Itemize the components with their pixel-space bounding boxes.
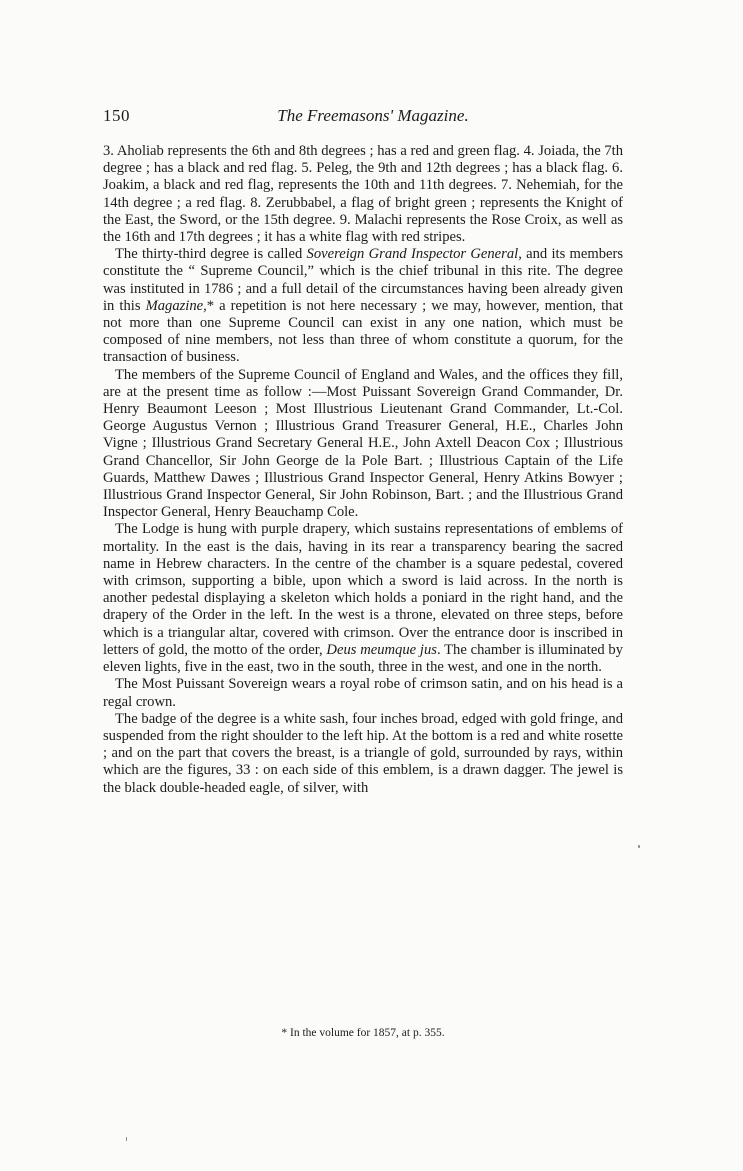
paragraph-sovereign-robe: The Most Puissant Sovereign wears a royal robe of crimson satin, and on his head is a regal crown. <box>103 676 623 710</box>
paragraph-council-members: The members of the Supreme Council of England and Wales, and the offices they fill, are at the present time as follow :—Most Puissant Sovereign Grand Commander, Dr. Henry Beaumont Leeson ; Most Illustrious Lieutenant Grand Commander, Lt.-Col. George Augustus Vernon ; Illustrious Grand Treasurer General, H.E., Charles John Vigne ; Illustrious Grand Secretary General H.E., John Axtell Deacon Cox ; Illustrious Grand Chancellor, Sir John George de la Pole Bart. ; Illustrious Captain of the Life Guards, Matthew Dawes ; Illustrious Grand Inspector General, Henry Atkins Bowyer ; Illustrious Grand Inspector General, Sir John Robinson, Bart. ; and the Illustrious Grand Inspector General, Henry Beauchamp Cole. <box>103 366 623 521</box>
page-number: 150 <box>103 106 130 125</box>
paragraph-badge: The badge of the degree is a white sash, four inches broad, edged with gold fringe, and suspended from the right shoulder to the left hip. At the bottom is a red and white rosette ; and on the part that covers the breast, is a triangle of gold, surrounded by rays, within which are the figures, 33 : on each side of this emblem, is a drawn dagger. The jewel is the black double-headed eagle, of silver, with <box>103 710 623 796</box>
article-body <box>103 143 623 797</box>
footnote: * In the volume for 1857, at p. 355. <box>281 1027 445 1039</box>
paper-speck <box>126 1137 127 1141</box>
paragraph-thirty-third-degree: The thirty-third degree is called Sovereign Grand Inspector General, and its members constitute the “ Supreme Council,” which is the chief tribunal in this rite. The degree was instituted in 1786 ; and a full detail of the circumstances having been already given in this Magazine,* a repetition is not here necessary ; we may, however, mention, that not more than one Supreme Council can exist in any one nation, which must be composed of nine members, not less than three of whom constitute a quorum, for the transaction of business. <box>103 246 624 366</box>
paragraph-lodge-decoration: The Lodge is hung with purple drapery, which sustains representations of emblems of mortality. In the east is the dais, having in its rear a transparency bearing the sacred name in Hebrew characters. In the centre of the chamber is a square pedestal, covered with crimson, supporting a bible, upon which a sword is laid across. In the north is another pedestal displaying a skeleton which holds a poniard in the right hand, and the drapery of the Order in the left. In the west is a throne, elevated on three steps, before which is a triangular altar, covered with crimson. Over the entrance door is inscribed in letters of gold, the motto of the order, Deus meumque jus. The chamber is illuminated by eleven lights, five in the east, two in the south, three in the west, and one in the north. <box>103 521 623 676</box>
paragraph-flags: 3. Aholiab represents the 6th and 8th degrees ; has a red and green flag. 4. Joiada, the 7th degree ; has a black and red flag. 5. Peleg, the 9th and 12th degrees ; has a black flag. 6. Joakim, a black and red flag, represents the 10th and 11th degrees. 7. Nehemiah, for the 14th degree ; a red flag. 8. Zerubbabel, a flag of bright green ; represents the Knight of the East, the Sword, or the 15th degree. 9. Malachi represents the Rose Croix, as well as the 16th and 17th degrees ; it has a white flag with red stripes. <box>103 143 623 246</box>
running-title: The Freemasons' Magazine. <box>277 106 469 125</box>
paper-speck <box>638 845 640 848</box>
page-header <box>103 106 623 132</box>
